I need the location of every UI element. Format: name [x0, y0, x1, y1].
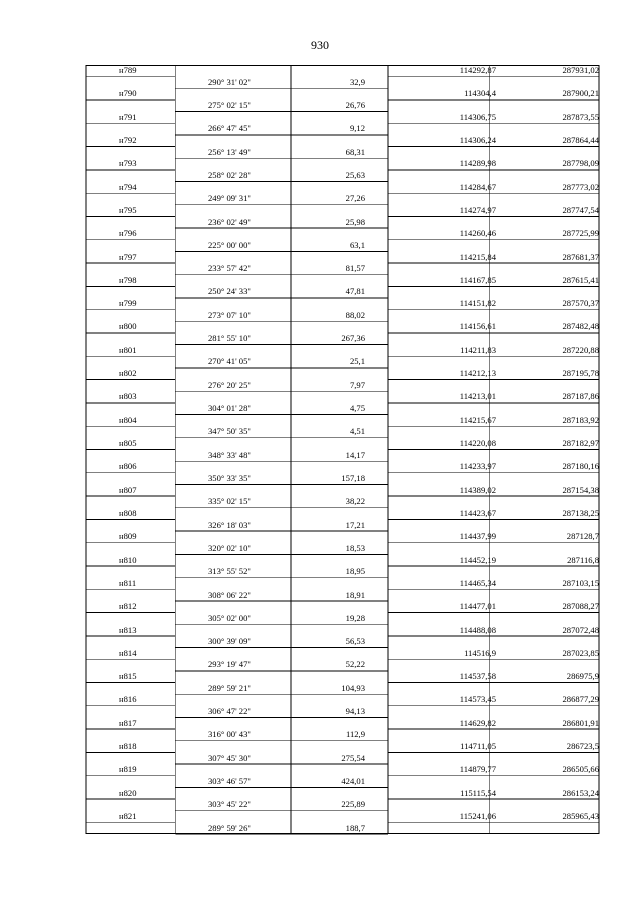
segment-distance: 88,02	[345, 309, 365, 320]
bearing-angle: 348° 33' 48"	[208, 449, 251, 460]
bearing-angle: 276° 20' 25"	[208, 379, 251, 390]
coordinate-y: 287482,48	[562, 321, 599, 332]
coordinate-y: 287072,48	[562, 624, 599, 635]
table-row-segment	[85, 450, 600, 462]
segment-distance: 4,51	[349, 426, 365, 437]
coordinate-x: 114212,13	[459, 368, 496, 379]
table-row-segment	[85, 147, 600, 159]
coordinate-y: 287900,21	[562, 88, 599, 99]
segment-distance: 267,36	[341, 333, 365, 344]
bearing-angle: 258° 02' 28"	[208, 169, 251, 180]
coordinate-x: 114292,87	[459, 65, 496, 75]
point-name: н807	[119, 484, 137, 495]
point-name: н793	[119, 158, 137, 169]
segment-distance: 18,53	[345, 542, 365, 553]
table-row-point	[85, 461, 600, 473]
segment-distance: 4,75	[349, 403, 365, 414]
bearing-angle: 233° 57' 42"	[208, 263, 251, 274]
coordinate-x: 114215,67	[459, 414, 496, 425]
point-name: н804	[119, 414, 137, 425]
segment-distance: 188,7	[345, 822, 365, 833]
coordinate-x: 114220,08	[459, 438, 496, 448]
table-row-point	[85, 625, 600, 637]
point-name: н789	[119, 65, 137, 75]
coordinate-y: 286153,24	[562, 787, 599, 798]
coordinate-y: 287195,78	[562, 368, 599, 379]
coordinate-x: 114437,99	[459, 531, 496, 542]
table-row-point	[85, 601, 600, 613]
segment-distance: 68,31	[345, 146, 365, 157]
table-row-segment	[85, 310, 600, 322]
table-row-segment	[85, 543, 600, 555]
table-row-segment	[85, 659, 600, 671]
table-row-point	[85, 508, 600, 520]
coordinates-table	[85, 65, 600, 834]
bearing-angle: 326° 18' 03"	[208, 519, 251, 530]
coordinate-y: 286723,5	[566, 741, 599, 752]
point-name: н797	[119, 251, 137, 262]
segment-distance: 25,98	[345, 216, 365, 227]
point-name: н814	[119, 647, 137, 658]
table-row-segment	[85, 356, 600, 368]
point-name: н790	[119, 88, 137, 99]
coordinate-x: 114629,82	[459, 717, 496, 728]
coordinate-x: 114233,97	[459, 461, 496, 472]
coordinate-y: 287182,97	[562, 438, 599, 448]
table-row-point	[85, 88, 600, 100]
point-name: н802	[119, 368, 137, 379]
bearing-angle: 225° 00' 00"	[208, 239, 251, 250]
table-row-point	[85, 694, 600, 706]
table-row-point	[85, 485, 600, 497]
point-name: н798	[119, 274, 137, 285]
segment-distance: 19,28	[345, 612, 365, 623]
bearing-angle: 249° 09' 31"	[208, 193, 251, 204]
table-row-point	[85, 321, 600, 333]
coordinate-y: 287931,02	[562, 65, 599, 75]
bearing-angle: 347° 50' 35"	[208, 426, 251, 437]
coordinate-x: 114423,67	[459, 507, 496, 518]
coordinate-y: 287864,44	[562, 134, 599, 145]
coordinate-x: 114465,34	[459, 577, 496, 588]
point-name: н810	[119, 554, 137, 565]
segment-distance: 81,57	[345, 263, 365, 274]
coordinate-y: 286975,9	[566, 671, 599, 682]
coordinate-y: 287180,16	[562, 461, 599, 472]
coordinate-y: 285965,43	[562, 811, 599, 821]
point-name: н794	[119, 181, 137, 192]
bearing-angle: 305° 02' 00"	[208, 612, 251, 623]
coordinate-x: 114304,4	[464, 88, 496, 99]
table-row-segment	[85, 729, 600, 741]
table-row-segment	[85, 100, 600, 112]
table-row-point	[85, 228, 600, 240]
point-name: н818	[119, 741, 137, 752]
segment-distance: 225,89	[341, 799, 365, 810]
segment-distance: 25,63	[345, 169, 365, 180]
coordinate-x: 114389,02	[459, 484, 496, 495]
coordinate-y: 287154,38	[562, 484, 599, 495]
table-row-segment	[85, 193, 600, 205]
bearing-angle: 304° 01' 28"	[208, 403, 251, 414]
segment-distance: 26,76	[345, 99, 365, 110]
point-name: н808	[119, 507, 137, 518]
coordinate-y: 287187,86	[562, 391, 599, 402]
segment-distance: 38,22	[345, 496, 365, 507]
segment-distance: 424,01	[341, 776, 365, 787]
segment-distance: 157,18	[341, 472, 365, 483]
point-name: н799	[119, 298, 137, 309]
table-row-segment	[85, 263, 600, 275]
segment-distance: 63,1	[349, 239, 365, 250]
point-name: н819	[119, 764, 137, 775]
coordinate-x: 114477,01	[459, 601, 496, 612]
coordinate-x: 114306,75	[459, 111, 496, 122]
table-row-segment	[85, 380, 600, 392]
bearing-angle: 303° 46' 57"	[208, 776, 251, 787]
segment-distance: 56,53	[345, 636, 365, 647]
point-name: н811	[119, 577, 137, 588]
coordinate-y: 287103,15	[562, 577, 599, 588]
table-row-point	[85, 531, 600, 543]
table-row-segment	[85, 776, 600, 788]
coordinate-y: 287873,55	[562, 111, 599, 122]
bearing-angle: 275° 02' 15"	[208, 99, 251, 110]
point-name: н792	[119, 134, 137, 145]
coordinate-x: 114215,84	[459, 251, 496, 262]
table-row-point	[85, 275, 600, 287]
segment-distance: 94,13	[345, 706, 365, 717]
bearing-angle: 316° 00' 43"	[208, 729, 251, 740]
table-row-point	[85, 135, 600, 147]
segment-distance: 47,81	[345, 286, 365, 297]
table-row-point	[85, 718, 600, 730]
segment-distance: 112,9	[345, 729, 365, 740]
point-name: н806	[119, 461, 137, 472]
table-row-point	[85, 252, 600, 264]
table-row-segment	[85, 473, 600, 485]
coordinate-y: 286505,66	[562, 764, 599, 775]
table-row-point	[85, 811, 600, 823]
coordinate-x: 114711,05	[460, 741, 496, 752]
table-row-point	[85, 112, 600, 124]
table-row-segment	[85, 706, 600, 718]
segment-distance: 104,93	[341, 682, 365, 693]
coordinate-x: 114213,01	[459, 391, 496, 402]
table-row-point	[85, 648, 600, 660]
segment-distance: 9,12	[349, 123, 365, 134]
bearing-angle: 256° 13' 49"	[208, 146, 251, 157]
coordinate-y: 287116,8	[567, 554, 599, 565]
table-row-segment	[85, 683, 600, 695]
table-row-point	[85, 671, 600, 683]
point-name: н820	[119, 787, 137, 798]
segment-distance: 7,97	[349, 379, 365, 390]
table-row-segment	[85, 170, 600, 182]
table-row-segment	[85, 613, 600, 625]
table-row-point	[85, 391, 600, 403]
bearing-angle: 300° 39' 09"	[208, 636, 251, 647]
table-row-point	[85, 764, 600, 776]
point-name: н821	[119, 811, 137, 821]
point-name: н812	[119, 601, 137, 612]
table-row-segment	[85, 77, 600, 89]
segment-distance: 18,91	[345, 589, 365, 600]
bearing-angle: 293° 19' 47"	[208, 659, 251, 670]
bearing-angle: 266° 47' 45"	[208, 123, 251, 134]
coordinate-x: 114306,24	[459, 134, 496, 145]
coordinate-x: 114260,46	[459, 228, 496, 239]
point-name: н813	[119, 624, 137, 635]
table-row-segment	[85, 590, 600, 602]
bearing-angle: 350° 33' 35"	[208, 472, 251, 483]
coordinate-x: 114211,83	[460, 344, 496, 355]
table-row-segment	[85, 520, 600, 532]
table-row-point	[85, 368, 600, 380]
coordinate-x: 114156,61	[459, 321, 496, 332]
bearing-angle: 289° 59' 21"	[208, 682, 251, 693]
coordinate-x: 114879,77	[459, 764, 496, 775]
segment-distance: 275,54	[341, 752, 365, 763]
coordinate-y: 286877,29	[562, 694, 599, 705]
table-row-segment	[85, 426, 600, 438]
bearing-angle: 306° 47' 22"	[208, 706, 251, 717]
coordinate-x: 114289,98	[459, 158, 496, 169]
bearing-angle: 313° 55' 52"	[208, 566, 251, 577]
coordinate-x: 114452,19	[459, 554, 496, 565]
table-row-point	[85, 438, 600, 450]
bearing-angle: 250° 24' 33"	[208, 286, 251, 297]
point-name: н809	[119, 531, 137, 542]
coordinate-x: 114488,08	[459, 624, 496, 635]
coordinate-x: 115241,06	[459, 811, 496, 821]
table-row-point	[85, 788, 600, 800]
coordinate-y: 287681,37	[562, 251, 599, 262]
coordinate-y: 287798,09	[562, 158, 599, 169]
table-row-point	[85, 555, 600, 567]
bearing-angle: 281° 55' 10"	[208, 333, 251, 344]
coordinate-y: 287773,02	[562, 181, 599, 192]
bearing-angle: 273° 07' 10"	[208, 309, 251, 320]
table-row-point	[85, 578, 600, 590]
table-row-segment	[85, 333, 600, 345]
point-name: н791	[119, 111, 137, 122]
coordinate-y: 287725,99	[562, 228, 599, 239]
coordinate-y: 287128,7	[566, 531, 599, 542]
bearing-angle: 290° 31' 02"	[208, 76, 251, 87]
coordinate-y: 287138,25	[562, 507, 599, 518]
segment-distance: 27,26	[345, 193, 365, 204]
bearing-angle: 303° 45' 22"	[208, 799, 251, 810]
coordinate-y: 287570,37	[562, 298, 599, 309]
table-row-point	[85, 741, 600, 753]
bearing-angle: 320° 02' 10"	[208, 542, 251, 553]
point-name: н817	[119, 717, 137, 728]
segment-distance: 17,21	[345, 519, 365, 530]
bearing-angle: 270° 41' 05"	[208, 356, 251, 367]
coordinate-y: 287183,92	[562, 414, 599, 425]
bearing-angle: 335° 02' 15"	[208, 496, 251, 507]
point-name: н803	[119, 391, 137, 402]
coordinate-x: 114573,45	[459, 694, 496, 705]
bearing-angle: 308° 06' 22"	[208, 589, 251, 600]
coordinate-x: 114274,97	[459, 204, 496, 215]
table-row-point	[85, 298, 600, 310]
table-row-segment	[85, 217, 600, 229]
table-row-segment	[85, 403, 600, 415]
segment-distance: 18,95	[345, 566, 365, 577]
coordinate-y: 287220,88	[562, 344, 599, 355]
coordinate-y: 287088,27	[562, 601, 599, 612]
table-row-segment	[85, 636, 600, 648]
segment-distance: 52,22	[345, 659, 365, 670]
page-number: 930	[311, 38, 329, 52]
coordinate-x: 114516,9	[464, 647, 496, 658]
bearing-angle: 289° 59' 26"	[208, 822, 251, 833]
segment-distance: 25,1	[349, 356, 365, 367]
point-name: н816	[119, 694, 137, 705]
table-row-segment	[85, 566, 600, 578]
point-name: н795	[119, 204, 137, 215]
table-row-point	[85, 205, 600, 217]
table-row-segment	[85, 753, 600, 765]
bearing-angle: 236° 02' 49"	[208, 216, 251, 227]
coordinate-x: 114537,58	[459, 671, 496, 682]
bearing-angle: 307° 45' 30"	[208, 752, 251, 763]
coordinate-y: 286801,91	[562, 717, 599, 728]
segment-distance: 14,17	[345, 449, 365, 460]
point-name: н800	[119, 321, 137, 332]
coordinate-x: 114167,85	[459, 274, 496, 285]
coordinate-x: 114151,82	[459, 298, 496, 309]
table-row-segment	[85, 496, 600, 508]
coordinate-y: 287023,85	[562, 647, 599, 658]
coordinate-x: 114284,67	[459, 181, 496, 192]
point-name: н796	[119, 228, 137, 239]
table-row-point	[85, 158, 600, 170]
segment-distance: 32,9	[349, 76, 365, 87]
point-name: н801	[119, 344, 137, 355]
table-row-segment	[85, 823, 600, 835]
table-row-segment	[85, 799, 600, 811]
table-row-point	[85, 182, 600, 194]
table-row-segment	[85, 286, 600, 298]
table-row-point	[85, 65, 600, 77]
point-name: н815	[119, 671, 137, 682]
coordinate-x: 115115,54	[460, 787, 496, 798]
table-row-segment	[85, 123, 600, 135]
coordinate-y: 287615,41	[562, 274, 599, 285]
coordinate-y: 287747,54	[562, 204, 599, 215]
table-row-segment	[85, 240, 600, 252]
table-row-point	[85, 345, 600, 357]
table-row-point	[85, 415, 600, 427]
point-name: н805	[119, 438, 137, 448]
